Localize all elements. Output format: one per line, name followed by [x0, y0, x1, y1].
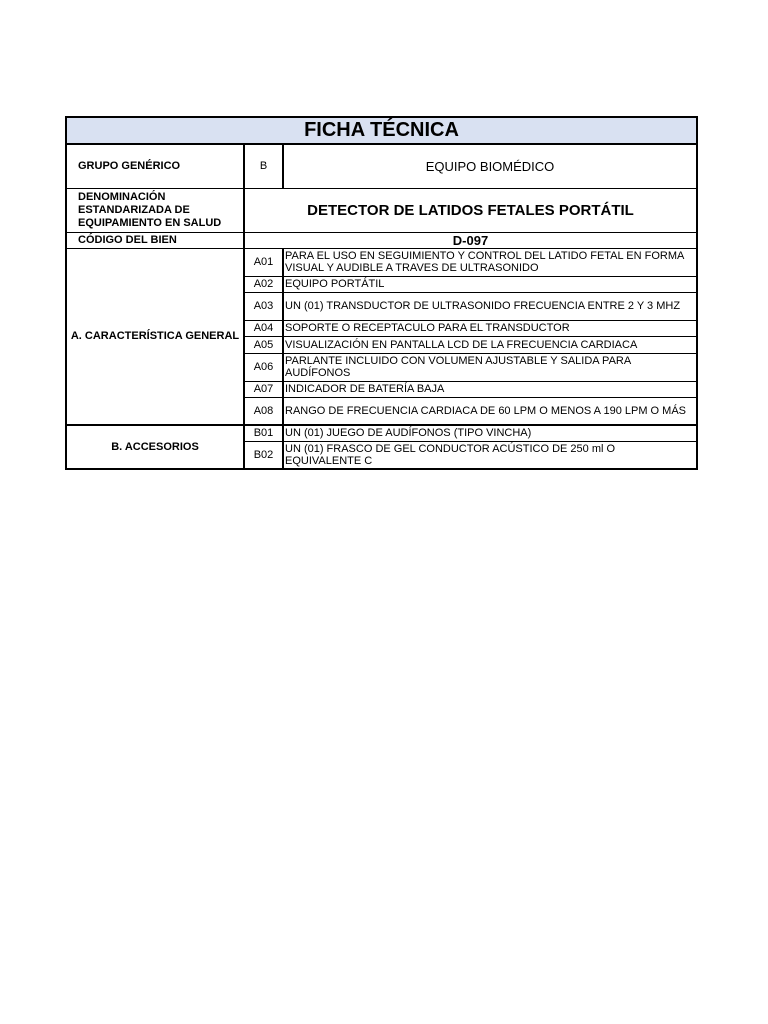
item-description: SOPORTE O RECEPTACULO PARA EL TRANSDUCTOR	[283, 320, 697, 336]
codigo-label: CÓDIGO DEL BIEN	[66, 232, 244, 248]
item-description: PARA EL USO EN SEGUIMIENTO Y CONTROL DEL LATIDO FETAL EN FORMA VISUAL Y AUDIBLE A TRAVES DE ULTRASONIDO	[283, 248, 697, 276]
item-description: VISUALIZACIÓN EN PANTALLA LCD DE LA FRECUENCIA CARDIACA	[283, 336, 697, 353]
item-code: A02	[244, 276, 283, 292]
item-description: UN (01) TRANSDUCTOR DE ULTRASONIDO FRECUENCIA ENTRE 2 Y 3 MHZ	[283, 292, 697, 320]
item-description: UN (01) JUEGO DE AUDÍFONOS (TIPO VINCHA)	[283, 425, 697, 441]
item-code: B01	[244, 425, 283, 441]
item-code: B02	[244, 441, 283, 469]
grupo-label: GRUPO GENÉRICO	[66, 144, 244, 188]
item-description: RANGO DE FRECUENCIA CARDIACA DE 60 LPM O MENOS A 190 LPM O MÁS	[283, 397, 697, 425]
item-code: A04	[244, 320, 283, 336]
item-code: A08	[244, 397, 283, 425]
grupo-code: B	[244, 144, 283, 188]
denominacion-label: DENOMINACIÓN ESTANDARIZADA DE EQUIPAMIENTO EN SALUD	[66, 188, 244, 232]
ficha-tecnica-table	[65, 116, 698, 470]
denominacion-value: DETECTOR DE LATIDOS FETALES PORTÁTIL	[244, 188, 697, 232]
item-description: EQUIPO PORTÁTIL	[283, 276, 697, 292]
item-description: PARLANTE INCLUIDO CON VOLUMEN AJUSTABLE Y SALIDA PARA AUDÍFONOS	[283, 353, 697, 381]
item-code: A07	[244, 381, 283, 397]
codigo-value: D-097	[244, 232, 697, 248]
item-description: UN (01) FRASCO DE GEL CONDUCTOR ACÚSTICO DE 250 ml O EQUIVALENTE C	[283, 441, 697, 469]
section-b-label: B. ACCESORIOS	[66, 425, 244, 469]
item-code: A03	[244, 292, 283, 320]
item-code: A01	[244, 248, 283, 276]
grupo-value: EQUIPO BIOMÉDICO	[283, 144, 697, 188]
item-code: A05	[244, 336, 283, 353]
section-a-label: A. CARACTERÍSTICA GENERAL	[66, 248, 244, 425]
page-title: FICHA TÉCNICA	[66, 117, 697, 144]
item-description: INDICADOR DE BATERÍA BAJA	[283, 381, 697, 397]
item-code: A06	[244, 353, 283, 381]
